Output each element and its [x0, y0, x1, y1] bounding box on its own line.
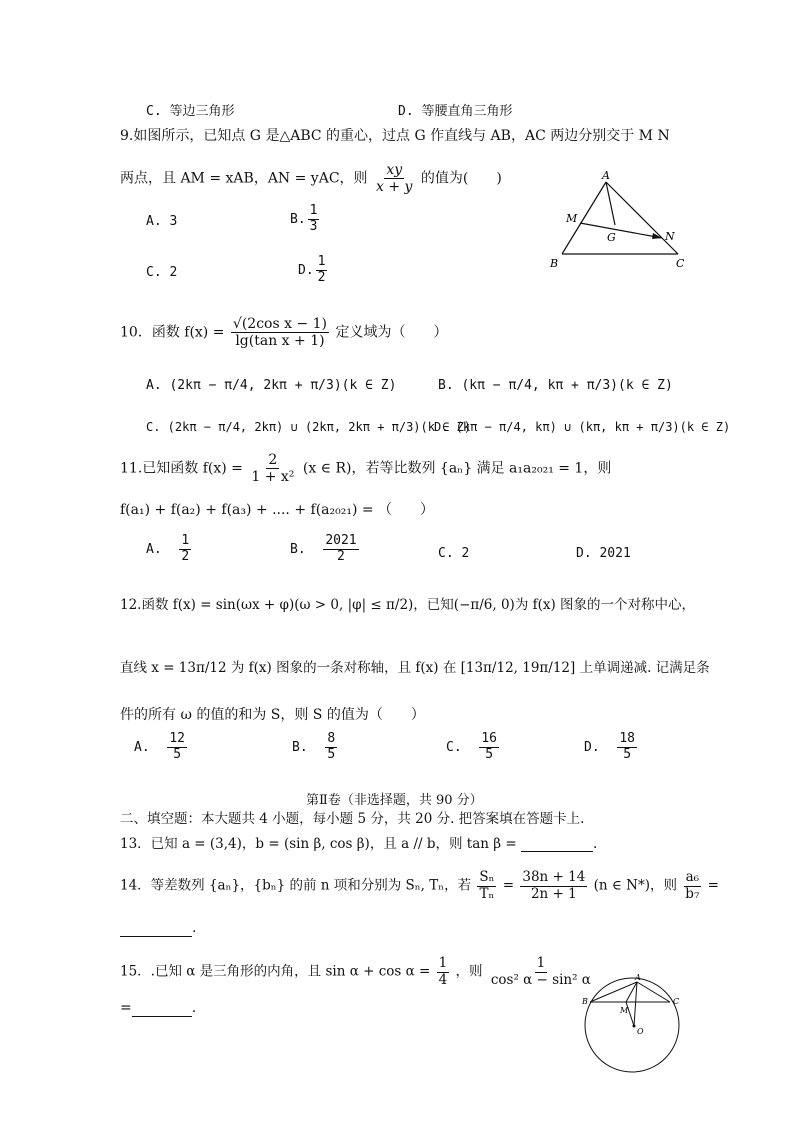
- q12-option-c: [446, 732, 501, 763]
- q9-label-a: A: [602, 169, 610, 182]
- q12-option-d-label: D.: [584, 739, 600, 755]
- q9-stem-line2-post: 的值为( ): [420, 170, 502, 187]
- q11-option-b-num: 2021: [325, 533, 357, 548]
- q10-stem-post: 定义域为（ ）: [335, 324, 448, 341]
- q14-frac2-num: 38n + 14: [522, 869, 586, 885]
- q11-fraction: [249, 452, 296, 485]
- q11-option-d: D. 2021: [576, 546, 631, 561]
- q11-option-a-den: 2: [181, 548, 190, 564]
- q12-option-a: [134, 732, 189, 763]
- q15-answer-line: [120, 1000, 196, 1017]
- q12-line2: 直线 x = 13π/12 为 f(x) 图象的一条对称轴，且 f(x) 在 [13π/12, 19π/12] 上单调递减. 记满足条: [120, 660, 710, 676]
- q14-tail: =: [707, 877, 719, 894]
- q11-option-a-label: A.: [146, 541, 162, 557]
- q15-label-a: A: [635, 973, 641, 982]
- q11-frac-num: 2: [268, 452, 278, 468]
- q15-label-b: B: [582, 997, 588, 1006]
- q14-cond: (n ∈ N*)，则: [593, 877, 677, 894]
- q14-answer-line: [120, 920, 196, 937]
- q15-frac2-num: 1: [536, 955, 546, 971]
- q15-fraction-1: [437, 956, 450, 988]
- q15-mid: ，则: [455, 963, 483, 980]
- q14-text-pre: 14．等差数列 {aₙ}，{bₙ} 的前 n 项和分别为 Sₙ, Tₙ，若: [120, 877, 472, 894]
- q11-stem-pre: 11.已知函数 f(x) =: [120, 460, 243, 477]
- q14-frac1-den: Tₙ: [479, 885, 495, 902]
- q9-frac-den: x + y: [376, 179, 413, 196]
- q11-frac-den: 1 + x²: [251, 469, 295, 486]
- part2-instructions: 二、填空题：本大题共 4 小题，每小题 5 分，共 20 分. 把答案填在答题卡上.: [120, 811, 585, 827]
- q10-stem: [120, 316, 447, 349]
- q12-line3: 件的所有 ω 的值的和为 S，则 S 的值为（ ）: [120, 707, 425, 723]
- q12-option-d-num: 18: [619, 731, 635, 746]
- q9-stem-line2: [120, 162, 502, 195]
- q15-label-c: C: [673, 997, 680, 1006]
- q9-option-d-num: 1: [317, 254, 326, 269]
- q12-option-b: [292, 732, 339, 763]
- q9-option-d-den: 2: [317, 269, 326, 285]
- q12-option-c-den: 5: [485, 746, 494, 762]
- q11-option-b: [290, 534, 361, 565]
- q11-stem: [120, 452, 611, 485]
- q12-option-a-num: 12: [169, 731, 185, 746]
- q10-option-c: C. (2kπ − π/4, 2kπ) ∪ (2kπ, 2kπ + π/3)(k ∈ Z): [146, 420, 472, 434]
- q11-option-b-label: B.: [290, 541, 306, 557]
- q14-answer-blank[interactable]: [120, 922, 192, 937]
- q9-option-d: [298, 255, 329, 286]
- q12-option-c-num: 16: [481, 731, 497, 746]
- q11-line2: f(a₁) + f(a₂) + f(a₃) + .... + f(a₂₀₂₁) = （ ）: [120, 502, 435, 518]
- q9-option-b-label: B.: [290, 211, 306, 227]
- q13-answer-blank[interactable]: [521, 837, 593, 852]
- q9-stem-line2-pre: 两点，且 AM = xAB，AN = yAC，则: [120, 170, 368, 187]
- q14-frac1-num: Sₙ: [479, 869, 495, 885]
- part2-heading: 第Ⅱ卷（非选择题，共 90 分）: [306, 793, 483, 808]
- q9-option-b-num: 1: [309, 203, 318, 218]
- q15-fraction-2: [489, 956, 593, 988]
- q12-option-c-label: C.: [446, 739, 462, 755]
- q14-frac2-den: 2n + 1: [530, 885, 577, 902]
- q9-frac-num: xy: [386, 162, 403, 178]
- q14-fraction-1: [477, 870, 496, 902]
- q11-option-c: C. 2: [438, 546, 470, 561]
- q9-label-c: C: [676, 257, 685, 270]
- q9-fraction: [374, 162, 414, 195]
- q10-option-d: D. (kπ − π/4, kπ) ∪ (kπ, kπ + π/3)(k ∈ Z): [434, 420, 731, 434]
- q13-stem: 13．已知 a = (3,4)，b = (sin β, cos β)，且 a // b，则 tan β = .: [120, 836, 598, 852]
- q9-option-b-den: 3: [309, 218, 318, 234]
- q14-frac3-den: b₇: [685, 885, 700, 902]
- q10-option-b: B. (kπ − π/4, kπ + π/3)(k ∈ Z): [438, 378, 673, 393]
- q12-option-d-den: 5: [623, 746, 632, 762]
- q15-circle-figure: [580, 970, 684, 1074]
- q14-fraction-3: [683, 870, 701, 902]
- q8-option-d: D. 等腰直角三角形: [398, 104, 513, 119]
- q11-option-a: [146, 534, 193, 565]
- q15-answer-blank[interactable]: [132, 1002, 192, 1017]
- q12-option-a-label: A.: [134, 739, 150, 755]
- q11-option-b-den: 2: [337, 548, 345, 564]
- q9-option-a: A. 3: [146, 214, 178, 229]
- q13-text: 13．已知 a = (3,4)，b = (sin β, cos β)，且 a // b，则 tan β =: [120, 836, 517, 852]
- q15-frac1-den: 4: [438, 971, 448, 988]
- q12-option-a-den: 5: [173, 746, 182, 762]
- q14-end: .: [192, 920, 197, 936]
- q15-stem: [120, 956, 595, 988]
- q10-frac-den: lg(tan x + 1): [235, 333, 325, 350]
- q15-line2-pre: =: [120, 1000, 132, 1016]
- q9-label-g: G: [607, 231, 616, 244]
- q9-option-b: [290, 204, 321, 235]
- q15-frac1-num: 1: [438, 955, 448, 971]
- q12-line1: 12.函数 f(x) = sin(ωx + φ)(ω > 0, |φ| ≤ π/2)，已知(−π/6, 0)为 f(x) 图象的一个对称中心，: [120, 597, 696, 613]
- q12-option-d: [584, 732, 639, 763]
- q9-label-n: N: [665, 230, 675, 243]
- q15-label-m: M: [620, 1006, 629, 1015]
- q15-label-o: O: [637, 1027, 644, 1036]
- q14-eq: =: [502, 877, 515, 894]
- q15-line2-end: .: [191, 1000, 197, 1016]
- q14-frac3-num: a₆: [685, 869, 700, 885]
- q14-stem: [120, 870, 719, 902]
- q15-frac2-den: cos² α − sin² α: [490, 971, 591, 988]
- q10-fraction: [231, 316, 329, 349]
- q14-fraction-2: [520, 870, 587, 902]
- q12-option-b-den: 5: [327, 746, 336, 762]
- q9-triangle-figure: [540, 168, 700, 272]
- q12-option-b-num: 8: [327, 731, 336, 746]
- q9-label-m: M: [566, 212, 578, 225]
- q9-label-b: B: [550, 257, 559, 270]
- q10-option-a: A. (2kπ − π/4, 2kπ + π/3)(k ∈ Z): [146, 378, 397, 393]
- q9-option-c: C. 2: [146, 265, 178, 280]
- q11-option-a-num: 1: [181, 533, 190, 548]
- q9-stem-line1: 9.如图所示，已知点 G 是△ABC 的重心，过点 G 作直线与 AB，AC 两边分别交于 M N: [120, 128, 670, 144]
- q8-option-c: C. 等边三角形: [146, 104, 235, 119]
- q11-stem-post: (x ∈ R)，若等比数列 {aₙ} 满足 a₁a₂₀₂₁ = 1，则: [302, 460, 612, 477]
- q15-text-pre: 15．.已知 α 是三角形的内角，且 sin α + cos α =: [120, 963, 431, 980]
- q10-frac-num: √(2cos x − 1): [232, 316, 327, 332]
- q10-stem-pre: 10．函数 f(x) =: [120, 324, 225, 341]
- q12-option-b-label: B.: [292, 739, 308, 755]
- q9-option-d-label: D.: [298, 262, 314, 278]
